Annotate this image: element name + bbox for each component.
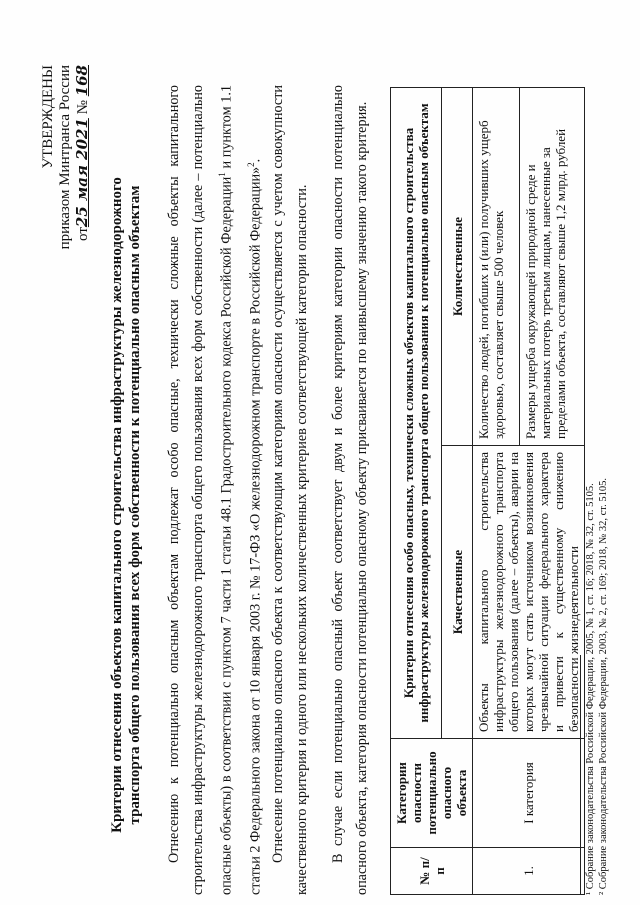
approval-date-line [74, 65, 92, 905]
row-quantitative-2: Размеры ущерба окружающей природной среде и материальных потерь третьим лицам, нанесенные за пределами объекта, составляют свыше 1,2 млрд. рублей [519, 88, 584, 446]
table-header-row [391, 88, 442, 895]
paragraph-2: Отнесение потенциально опасного объекта к соответствующим категориям опасности осуществляется с учетом совокупности качественного критерия и одного или нескольких количественных критериев соответствующей категории опасности. [270, 85, 310, 895]
footnote-1: ¹ Собрание законодательства Российской Федерации, 2005, № 1, ст. 16; 2018, № 32, ст. 5105. [585, 483, 596, 895]
paragraph-1-part-b: и пунктом 1.1 статьи 2 Федерального закона от 10 января 2003 г. № 17-ФЗ «О железнодорожном транспорте в Российской Федерации» [218, 85, 264, 895]
footnote-divider [580, 655, 581, 895]
row-qualitative: Объекты капитального строительства инфраструктуры железнодорожного транспорта общего пользования (далее – объекты), аварии на которых могут стать источником возникновения чрезвычайной ситуации федерального характера и привести к существенному снижению безопасности жизнедеятельности [473, 446, 585, 739]
table-row [473, 88, 520, 895]
header-quantitative: Количественные [442, 88, 473, 446]
paragraph-1-part-a: Отнесению к потенциально опасным объектам подлежат особо опасные, технически сложные объекты капитального строительства инфраструктуры железнодорожного транспорта общего пользования всех форм собственности (далее – потенциально опасные объекты) в соответствии с пунктом 7 части 1 статьи 48.1 Градостроительного кодекса Российской Федерации [166, 85, 235, 895]
approval-number: 168 [73, 65, 91, 97]
footnote-ref-2: 2 [245, 162, 256, 167]
header-criteria: Критерии отнесения особо опасных, технически сложных объектов капитального строительства инфраструктуры железнодорожного транспорта общего пользования к потенциально опасным объектам [391, 88, 442, 739]
approval-title: УТВЕРЖДЕНЫ [40, 65, 56, 169]
paragraph-3: В случае если потенциально опасный объект соответствует двум и более критериям категории опасности потенциально опасного объекта, категория опасности потенциально опасному объекту присваивается по наивысшему значению такого критерия. [330, 85, 370, 895]
header-qualitative: Качественные [442, 446, 473, 739]
rotated-sheet [40, 45, 640, 905]
footnotes [584, 95, 610, 895]
paragraph-1-part-c: . [247, 158, 264, 163]
paragraph-1 [162, 85, 267, 895]
approval-stamp [40, 65, 92, 905]
approval-number-label: № [75, 100, 91, 115]
approval-order: приказом Минтранса России [57, 65, 73, 250]
criteria-table [390, 87, 585, 895]
header-num: № п/п [391, 848, 473, 895]
footnote-2: ² Собрание законодательства Российской Федерации, 2003, № 2, ст. 169; 2018, № 32, ст. 5105. [598, 478, 609, 895]
header-category: Категории опасности потенциально опасного объекта [391, 739, 473, 848]
row-num: 1. [473, 848, 585, 895]
approval-date-prefix: от [75, 227, 91, 241]
row-category: I категория [473, 739, 585, 848]
document-title: Критерии отнесения объектов капитального строительства инфраструктуры железнодорожного транспорта общего пользования всех форм собственности к потенциально опасным объектам [109, 177, 143, 833]
row-quantitative-1: Количество людей, погибших и (или) получивших ущерб здоровью, составляет свыше 500 человек [473, 88, 520, 446]
approval-date: 25 мая 2021 [73, 118, 91, 228]
footnote-ref-1: 1 [217, 172, 227, 177]
